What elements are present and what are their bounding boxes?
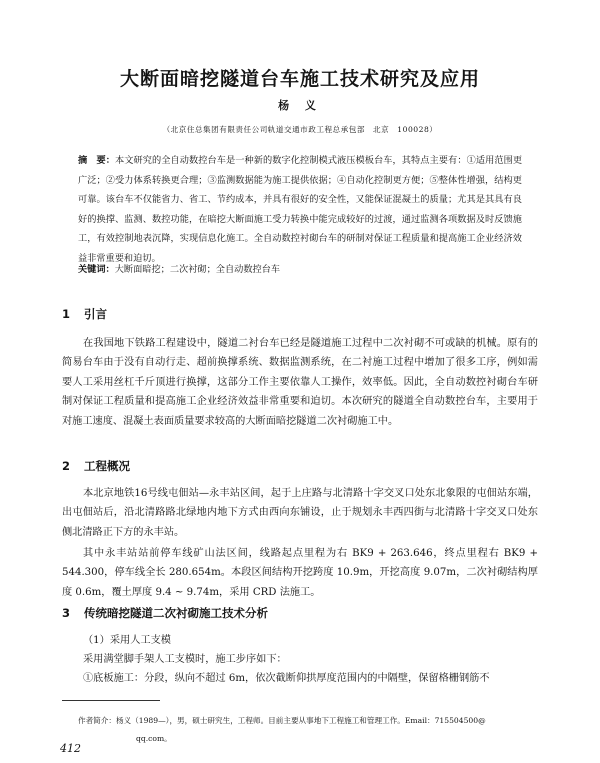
keywords-text: 大断面暗挖；二次衬砌；全自动数控台车 [114,264,281,275]
footnote-text: 作者简介：杨义（1989—），男，硕士研究生，工程师。目前主要从事地下工程施工和管理工作。Email：715504500@ [78,716,486,725]
section-title: 工程概况 [84,459,130,473]
author-affiliation: （北京住总集团有限责任公司轨道交通市政工程总承包部 北京 100028） [162,125,438,134]
page-number: 412 [60,742,81,755]
footnote-continuation: qq.com。 [136,734,172,743]
section-paragraph: ①底板施工：分段，纵向不超过 6m，依次截断仰拱厚度范围内的中隔壁，保留格栅钢筋不 [83,673,490,684]
section-paragraph: 本北京地铁16号线屯佃站—永丰站区间，起于上庄路与北清路十字交叉口处东北象限的屯佃站东端，出屯佃站后，沿北清路路北绿地内地下方式由西向东铺设，止于规划永丰西四街与北清路十字交叉口处东侧北清路正下方的永丰站。 [62,488,538,538]
abstract [78,151,522,268]
paper-title: 大断面暗挖隧道台车施工技术研究及应用 [119,68,480,90]
section-paragraph: 在我国地下铁路工程建设中，隧道二衬台车已经是隧道施工过程中二次衬砌不可或缺的机械。原有的简易台车由于没有自动行走、超前换撑系统、数据监测系统，在二衬施工过程中增加了很多工序，例如需要人工采用丝杠千斤顶进行换撑，这部分工作主要依靠人工操作，效率低。因此，全自动数控衬砌台车研制对保证工程质量和提高施工企业经济效益非常重要和迫切。本次研究的隧道全自动数控台车，主要用于对施工速度、混凝土表面质量要求较高的大断面暗挖隧道二次衬砌施工中。 [62,338,538,427]
section-title: 传统暗挖隧道二次衬砌施工技术分析 [84,606,268,620]
keywords-label: 关键词： [78,264,115,275]
section-number: 1 [62,307,71,321]
keywords [78,262,522,278]
section-paragraph: 采用满堂脚手架人工支模时，施工步序如下： [83,654,287,665]
footnote-divider [62,700,160,701]
section-paragraph: （1）采用人工支模 [83,635,171,646]
section-heading-introduction [62,306,107,322]
author-footnote [78,712,538,748]
section-paragraph: 其中永丰站站前停车线矿山法区间，线路起点里程为右 BK9 + 263.646，终点里程右 BK9 + 544.300，停车线全长 280.654m。本段区间结构开挖跨度 10.9m，开挖高度 9.07m，二次衬砌结构厚度 0.6m，覆土厚度 9.4 ~ 9.74m，采用 CRD 法施工。 [62,548,538,598]
section-number: 2 [62,459,71,473]
abstract-text: 本文研究的全自动数控台车是一种新的数字化控制模式液压模板台车，其特点主要有：①适用范围更广泛；②受力体系转换更合理；③监测数据能为施工提供依据；④自动化控制更方便；⑤整体性增强，结构更可靠。该台车不仅能省力、省工、节约成本，并具有很好的安全性，又能保证混凝土的质量；尤其是其具有良好的换撑、监测、数控功能，在暗挖大断面施工受力转换中能完成较好的过渡，通过监测各项数据及时反馈施工，有效控制地表沉降，实现信息化施工。全自动数控衬砌台车的研制对保证工程质量和提高施工企业经济效益非常重要和迫切。 [78,155,523,264]
section-heading-traditional-lining-analysis [62,605,268,621]
author-name: 杨 义 [278,99,322,112]
section-heading-project-overview [62,458,130,474]
abstract-label: 摘 要： [78,155,116,166]
section-number: 3 [62,606,71,620]
section-title: 引言 [84,307,107,321]
